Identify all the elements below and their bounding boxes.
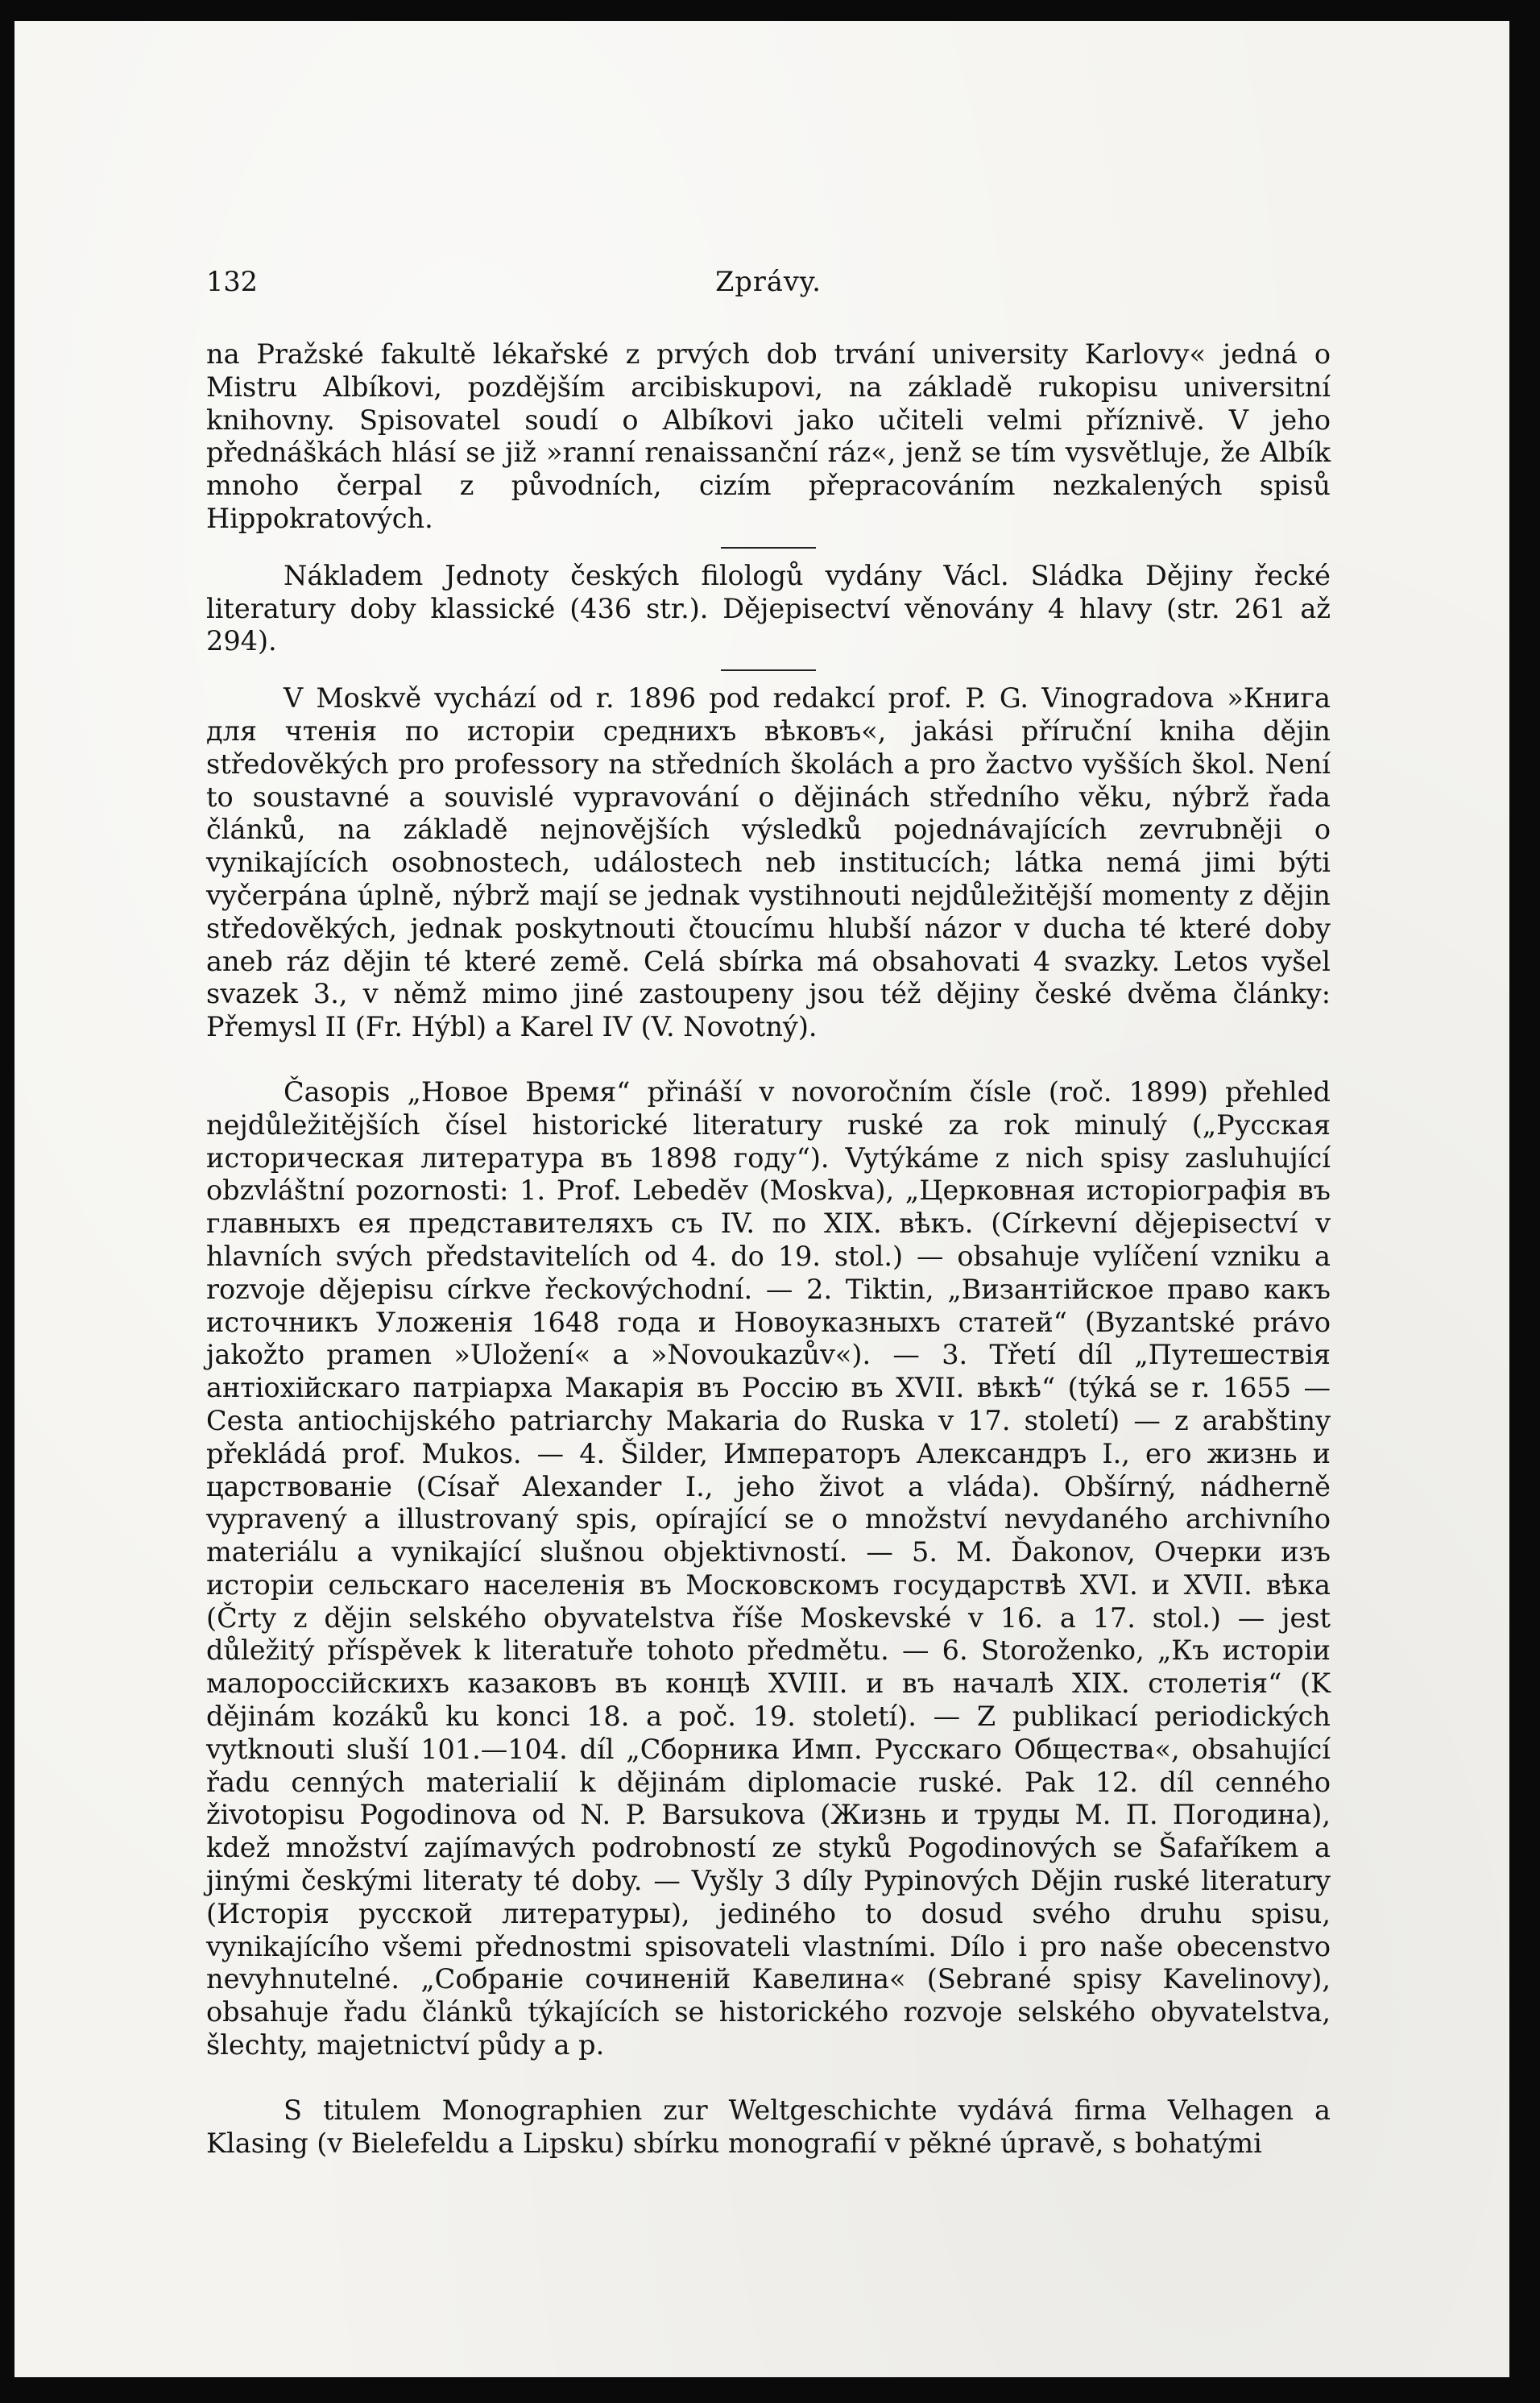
paragraph-weltgeschichte: S titulem Monographien zur Weltgeschichte vydává firma Velhagen a Klasing (v Bielefeldu a Lipsku) sbírku monografií v pěkné úpravě, s bohatými [206, 2094, 1331, 2159]
paragraph-gap [206, 1044, 1331, 1076]
paragraph-novoe-vremya: Časopis „Новое Время“ přináší v novoročním čísle (roč. 1899) přehled nejdůležitějších čísel historické literatury ruské za rok minulý („Русская историческая литература въ 1898 году“). Vytýkáme z nich spisy zasluhující obzvláštní pozornosti: 1. Prof. Lebedĕv (Moskva), „Церковная исторіографія въ главныхъ ея представителяхъ съ IV. по XIX. вѣкъ. (Církevní dějepisectví v hlavních svých představitelích od 4. do 19. stol.) — obsahuje vylíčení vzniku a rozvoje dějepisu církve řeckovýchodní. — 2. Tiktin, „Византійское право какъ источникъ Уложенія 1648 года и Новоуказныхъ статей“ (Byzantské právo jakožto pramen »Uložení« a »Novoukazův«). — 3. Třetí díl „Путешествія антіохійскаго патріарха Макарія въ Россію въ XVII. вѣкѣ“ (týká se r. 1655 — Cesta antiochijského patriarchy Makaria do Ruska v 17. století) — z arabštiny překládá prof. Mukos. — 4. Šilder, Императоръ Александръ I., его жизнь и царствованіе (Císař Alexander I., jeho život a vláda). Obšírný, nádherně vypravený a illustrovaný spis, opírající se o množství nevydaného archivního materiálu a vynikající slušnou objektivností. — 5. M. Ďakonov, Очерки изъ исторіи сельскаго населенія въ Московскомъ государствѣ XVI. и XVII. вѣка (Črty z dějin selského obyvatelstva říše Moskevské v 16. a 17. stol.) — jest důležitý příspěvek k literatuře tohoto předmětu. — 6. Storoženko, „Къ исторіи малороссійскихъ казаковъ въ концѣ XVIII. и въ началѣ XIX. столетія“ (K dějinám kozáků ku konci 18. a poč. 19. století). — Z publikací periodických vytknouti sluší 101.—104. díl „Сборника Имп. Русскаго Общества«, obsahující řadu cenných materialií k dějinám diplomacie ruské. Pak 12. díl cenného životopisu Pogodinova od N. P. Barsukova (Жизнь и труды М. П. Погодина), kdež množství zajímavých podrobností ze styků Pogodinových se Šafaříkem a jinými českými literaty té doby. — Vyšly 3 díly Pypinových Dějin ruské literatury (Исторія русской литературы), jediného to dosud svého druhu spisu, vynikajícího všemi přednostmi spisovateli vlastními. Dílo i pro naše obecenstvo nevyhnutelné. „Собраніе сочиненій Кавелина« (Sebrané spisy Kavelinovy), obsahuje řadu článků týkajících se historického rozvoje selského obyvatelstva, šlechty, majetnictví půdy a p. [206, 1075, 1331, 2061]
paragraph-gap [206, 2062, 1331, 2094]
section-divider [721, 547, 816, 549]
paragraph-albik: na Pražské fakultě lékařské z prvých dob trvání university Karlovy« jedná o Mistru Albíkovi, pozdějším arcibiskupovi, na základě rukopisu universitní knihovny. Spisovatel soudí o Albíkovi jako učiteli velmi příznivě. V jeho přednáškách hlásí se již »ranní renaissanční ráz«, jenž se tím vysvětluje, že Albík mnoho čerpal z původních, cizím přepracováním nezkalených spisů Hippokratových. [206, 338, 1331, 534]
paragraph-sladek: Nákladem Jednoty českých filologů vydány Václ. Sládka Dějiny řecké literatury doby klassické (436 str.). Dějepisectví věnovány 4 hlavy (str. 261 až 294). [206, 559, 1331, 657]
section-title: Zprávy. [715, 266, 822, 297]
paragraph-vinogradov: V Moskvě vychází od r. 1896 pod redakcí prof. P. G. Vinogradova »Книга для чтенія по исторіи среднихъ вѣковъ«, jakási příruční kniha dějin středověkých pro professory na středních školách a pro žactvo vyšších škol. Není to soustavné a souvislé vypravování o dějinách středního věku, nýbrž řada článků, na základě nejnovějších výsledků pojednávajících zevrubněji o vynikajících osobnostech, událostech neb institucích; látka nemá jimi býti vyčerpána úplně, nýbrž mají se jednak vystihnouti nejdůležitější momenty z dějin středověkých, jednak poskytnouti čtoucímu hlubší názor v ducha té které doby aneb ráz dějin té které země. Celá sbírka má obsahovati 4 svazky. Letos vyšel svazek 3., v němž mimo jiné zastoupeny jsou též dějiny české dvěma články: Přemysl II (Fr. Hýbl) a Karel IV (V. Novotný). [206, 682, 1331, 1043]
running-head [206, 266, 1331, 305]
section-divider [721, 669, 816, 671]
page-number: 132 [206, 266, 258, 297]
page-content [206, 266, 1331, 2160]
